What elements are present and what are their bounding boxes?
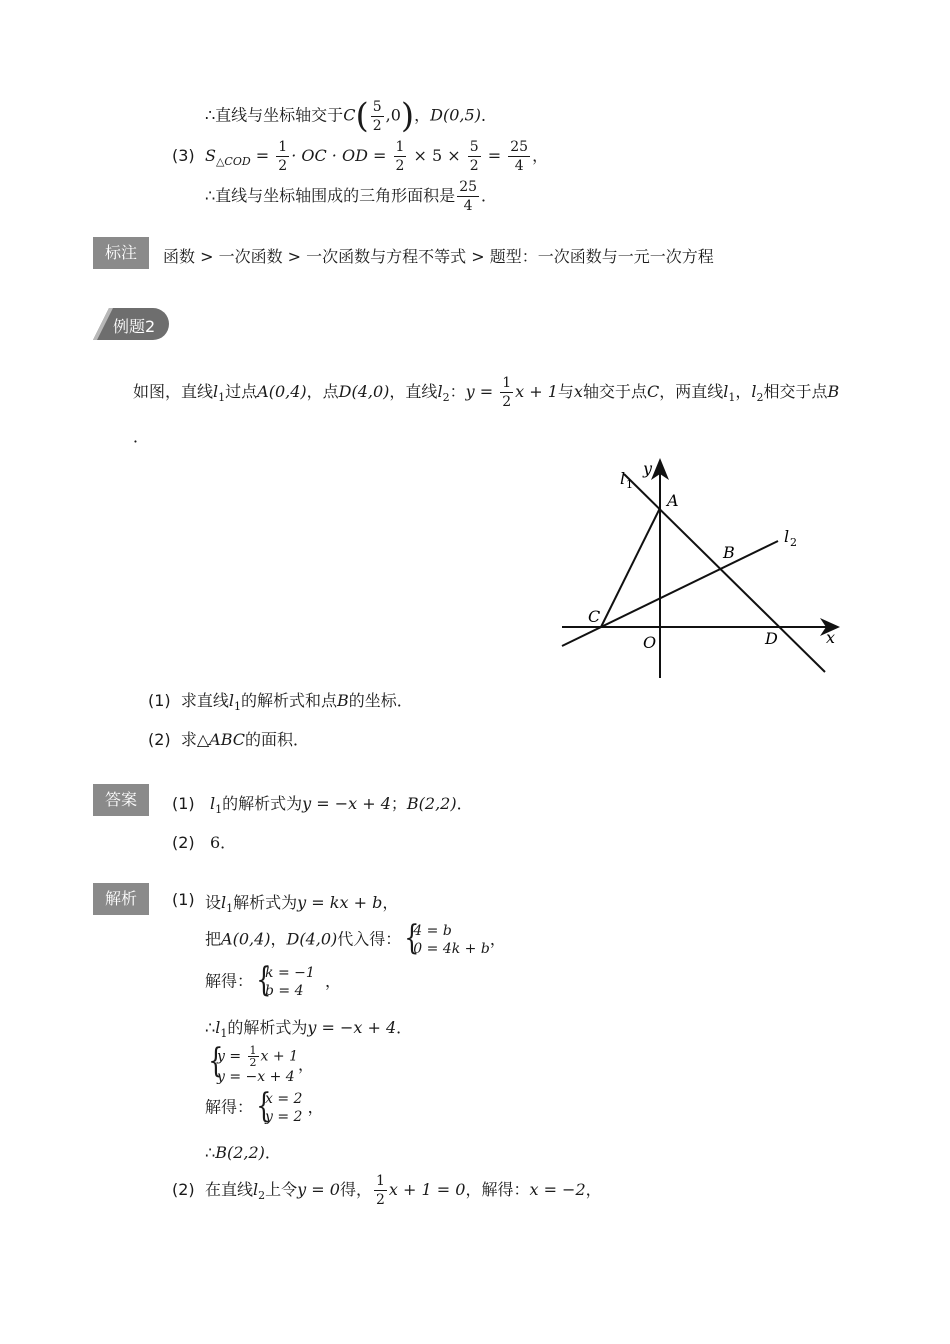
solution-row-8: 在直线$l_2$上令y = 0得， $\frac{1}{2}$ x + 1 = 0，解得：x = −2， <box>205 1173 602 1208</box>
solution-row-3: 解得： { k = −1 b = 4 ， <box>205 960 341 1000</box>
solution-row-4: $\therefore l_1$的解析式为y = −x + 4． <box>205 1018 413 1040</box>
label-l2-sub: 2 <box>790 536 797 549</box>
label-A: A <box>667 491 679 510</box>
label-x: x <box>826 628 836 647</box>
label-l1: l <box>620 469 626 488</box>
label-C: C <box>588 607 601 626</box>
question-text: 如图，直线$l_1$过点A(0,4)，点D(4,0)，直线$l_2$：y = $\frac{1}{2}$ x + 1与x轴交于点C，两直线$l_1$，$l_2$相交于点B <box>133 375 840 410</box>
prev-line-2: $S_{\triangle COD}$ = $\frac{1}{2}$ · OC · OD = $\frac{1}{2}$ × 5 × $\frac{5}{2}$ = $\frac{25}{4}$ ， <box>205 139 549 174</box>
solution-tag: 解析 <box>93 883 149 915</box>
label-D: D <box>765 629 778 648</box>
question-end-dot: ． <box>133 427 150 446</box>
prev-label-3: (3) <box>172 146 195 165</box>
label-l1-sub: 1 <box>626 478 633 491</box>
label-B: B <box>723 543 735 562</box>
answer-2: (2) 6． <box>172 833 237 852</box>
solution-part2-label: (2) <box>172 1180 195 1199</box>
segment-ac <box>601 508 660 627</box>
solution-row-2: 把A(0,4)，D(4,0)代入得： { 4 = b 0 = 4k + b ， <box>205 918 506 958</box>
note-tag: 标注 <box>93 237 149 269</box>
label-O: O <box>643 633 657 652</box>
example-tag-label: 例题2 <box>113 317 156 336</box>
prev-line-1: ∴直线与坐标轴交于C( $\frac{5}{2}$ ,0)，D(0,5)． <box>205 96 497 136</box>
coordinate-graph <box>550 450 850 685</box>
prev-line-3: ∴直线与坐标轴围成的三角形面积是 $\frac{25}{4}$ ． <box>205 179 498 214</box>
solution-row-7: ∴B(2,2)． <box>205 1143 281 1162</box>
label-y: y <box>643 459 653 478</box>
sub-question-2: (2) 求△ABC的面积． <box>148 730 310 749</box>
label-l2: l <box>784 527 790 546</box>
solution-row-5: { y = $\frac{1}{2}$ x + 1 y = −x + 4 ， <box>208 1041 314 1085</box>
solution-row-6: 解得： { x = 2 y = 2 ， <box>205 1086 324 1126</box>
solution-row-1: 设$l_1$解析式为y = kx + b， <box>205 893 399 915</box>
sub-question-1: (1) 求直线$l_1$的解析式和点B的坐标． <box>148 691 413 713</box>
answer-tag: 答案 <box>93 784 149 816</box>
answer-1: (1) $l_1$的解析式为y = −x + 4；B(2,2)． <box>172 794 473 816</box>
solution-part1-label: (1) <box>172 890 195 909</box>
note-text: 函数 > 一次函数 > 一次函数与方程不等式 > 题型：一次函数与一元一次方程 <box>163 247 714 266</box>
